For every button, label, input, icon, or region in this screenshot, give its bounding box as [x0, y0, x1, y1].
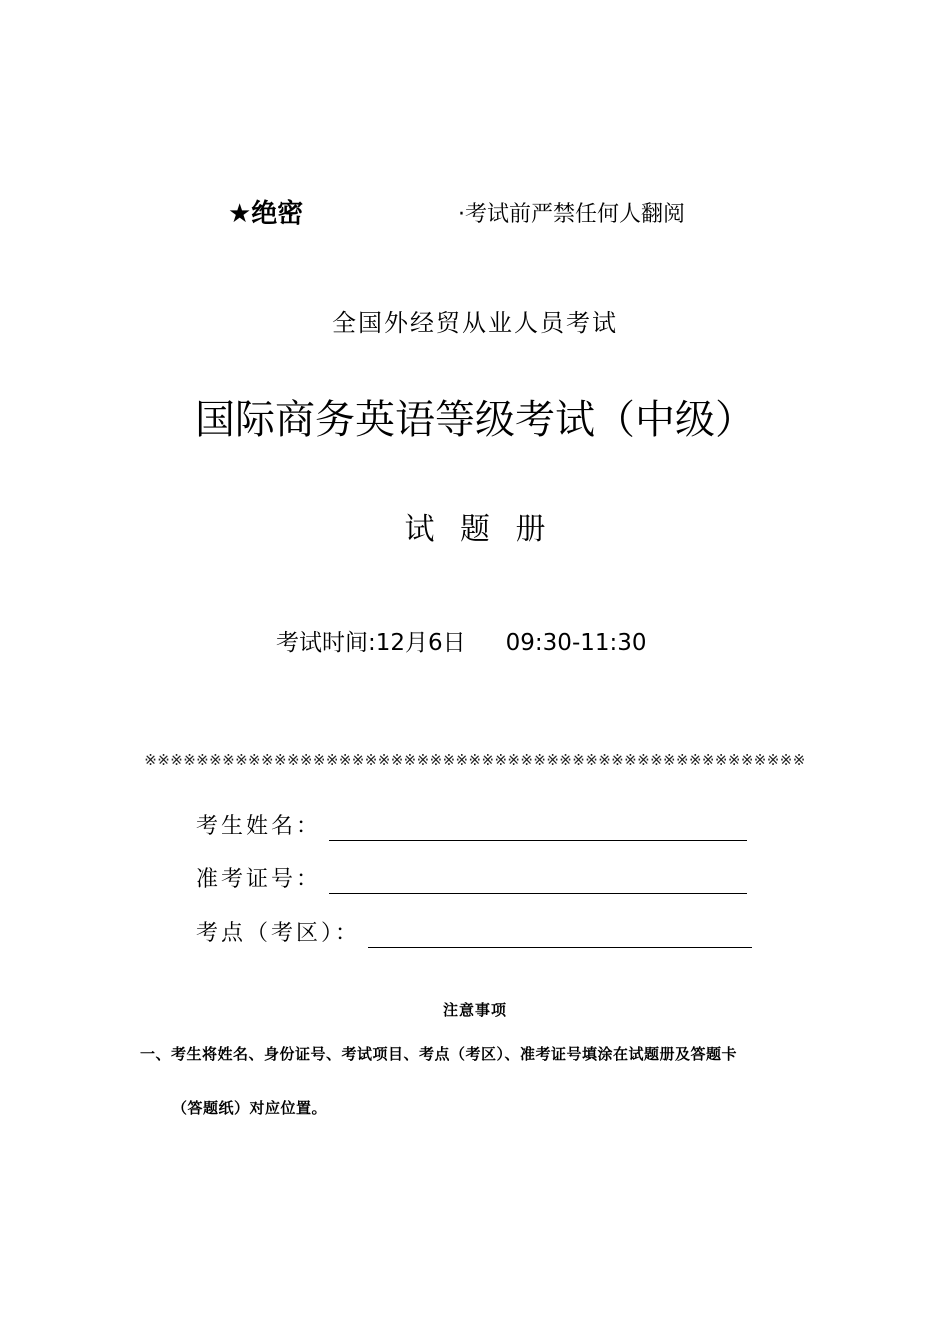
booklet-label: 试 题 册 [404, 512, 554, 547]
organization-title: 全国外经贸从业人员考试 [332, 309, 618, 337]
ticket-number-label: 准考证号： [196, 867, 322, 892]
reference-mark-divider: ※※※※※※※※※※※※※※※※※※※※※※※※※※※※※※※※※※※※※※※※※※※※※※※※※※※ [144, 751, 806, 769]
secret-mark: ★绝密 [228, 199, 304, 229]
note-item-1: 一、考生将姓名、身份证号、考试项目、考点（考区）、准考证号填涂在试题册及答题卡 [140, 1045, 738, 1063]
candidate-name-label: 考生姓名： [196, 814, 322, 839]
candidate-name-field [196, 811, 747, 843]
candidate-name-blank[interactable] [329, 818, 747, 841]
exam-time [276, 626, 647, 660]
ticket-number-blank[interactable] [329, 871, 747, 894]
exam-site-field [196, 918, 752, 950]
exam-site-blank[interactable] [368, 925, 752, 948]
exam-site-label: 考点（考区）： [196, 921, 361, 946]
confidentiality-warning: ·考试前严禁任何人翻阅 [458, 202, 685, 227]
exam-time-label: 考试时间:12月6日 [276, 630, 466, 656]
note-item-1-continued: （答题纸）对应位置。 [172, 1099, 328, 1117]
notes-title: 注意事项 [442, 1001, 507, 1019]
ticket-number-field [196, 864, 747, 896]
exam-time-range: 09:30-11:30 [505, 630, 647, 656]
exam-title: 国际商务英语等级考试（中级） [195, 397, 755, 443]
